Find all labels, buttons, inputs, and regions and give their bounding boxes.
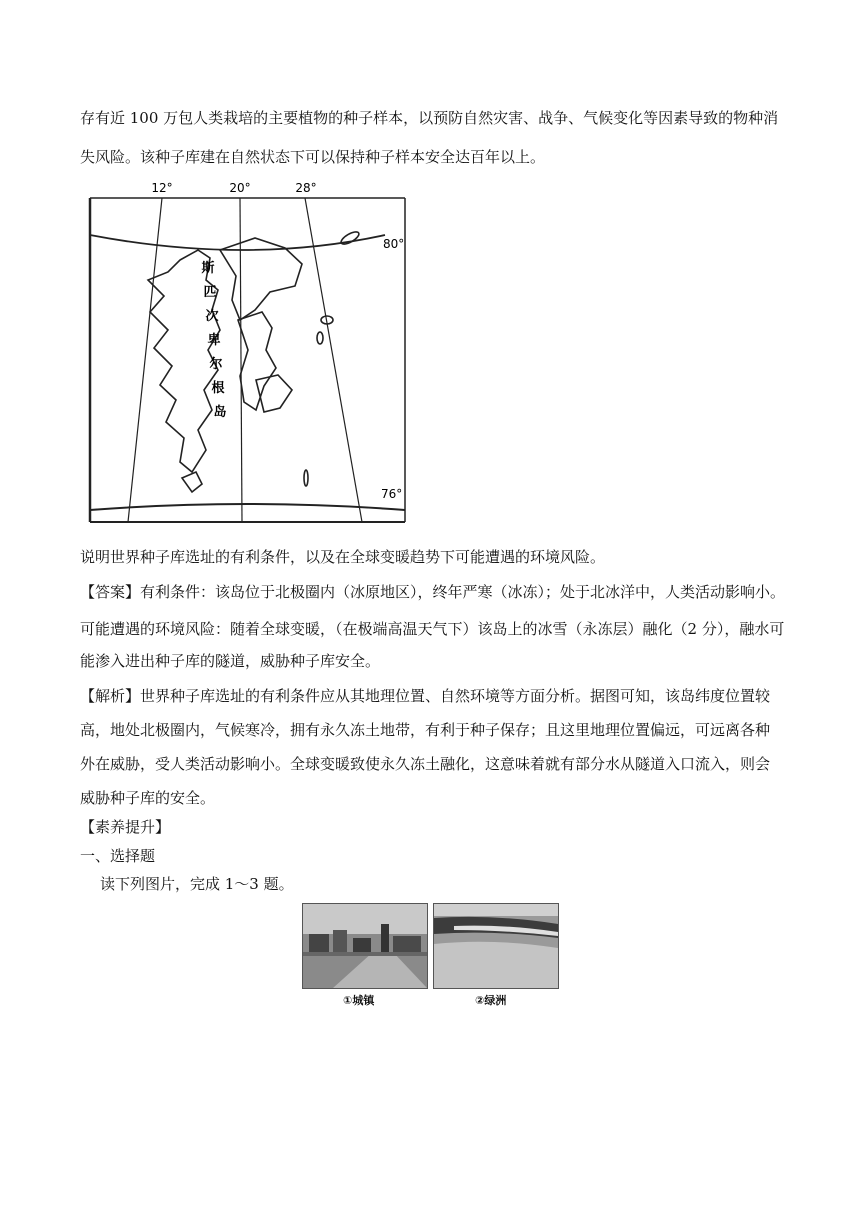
island-name-char: 卑 [207, 333, 221, 348]
island-name-char: 岛 [213, 405, 227, 420]
lat-label-76: 76° [381, 487, 403, 501]
island-outlines [148, 230, 361, 492]
answer-line1: 【答案】有利条件：该岛位于北极圈内（冰原地区），终年严寒（冰冻）；处于北冰洋中，人类活动影响小。 [80, 583, 786, 601]
caption-town: ①城镇 [343, 994, 375, 1007]
oasis-photo [433, 903, 559, 989]
lon-label-28: 28° [295, 181, 317, 195]
section-title: 【素养提升】 [80, 818, 171, 836]
answer-line2: 可能遭遇的环境风险：随着全球变暖，（在极端高温天气下）该岛上的冰雪（永冻层）融化（2 分），融水可 [80, 620, 785, 638]
caption-oasis: ②绿洲 [475, 994, 507, 1007]
island-name-char: 根 [211, 381, 225, 396]
question-text: 说明世界种子库选址的有利条件，以及在全球变暖趋势下可能遭遇的环境风险。 [80, 548, 606, 566]
instruction-text: 读下列图片，完成 1～3 题。 [100, 875, 294, 893]
island-name-char: 匹 [203, 285, 217, 300]
paragraph-intro-line2: 失风险。该种子库建在自然状态下可以保持种子样本安全达百年以上。 [80, 148, 546, 166]
paragraph-intro-line1: 存有近 100 万包人类栽培的主要植物的种子样本，以预防自然灾害、战争、气候变化等因素导致的物种消 [80, 109, 779, 127]
svalbard-map [80, 180, 415, 530]
island-name-char: 斯 [201, 261, 215, 276]
town-photo [302, 903, 428, 989]
island-name-char: 尔 [209, 357, 223, 372]
lon-label-12: 12° [151, 181, 173, 195]
analysis-line3: 外在威胁，受人类活动影响小。全球变暖致使永久冻土融化，这意味着就有部分水从隧道入口流入，则会 [80, 755, 771, 773]
analysis-line2: 高，地处北极圈内，气候寒冷，拥有永久冻土地带，有利于种子保存；且这里地理位置偏远，可远离各种 [80, 721, 771, 739]
lat-label-80: 80° [383, 237, 405, 251]
answer-line3: 能渗入进出种子库的隧道，威胁种子库安全。 [80, 652, 381, 670]
analysis-line1: 【解析】世界种子库选址的有利条件应从其地理位置、自然环境等方面分析。据图可知，该岛纬度位置较 [80, 687, 771, 705]
analysis-line4: 威胁种子库的安全。 [80, 789, 216, 807]
island-name [201, 260, 226, 420]
part-title: 一、选择题 [80, 847, 156, 865]
island-name-char: 次 [205, 309, 219, 324]
lon-label-20: 20° [229, 181, 251, 195]
